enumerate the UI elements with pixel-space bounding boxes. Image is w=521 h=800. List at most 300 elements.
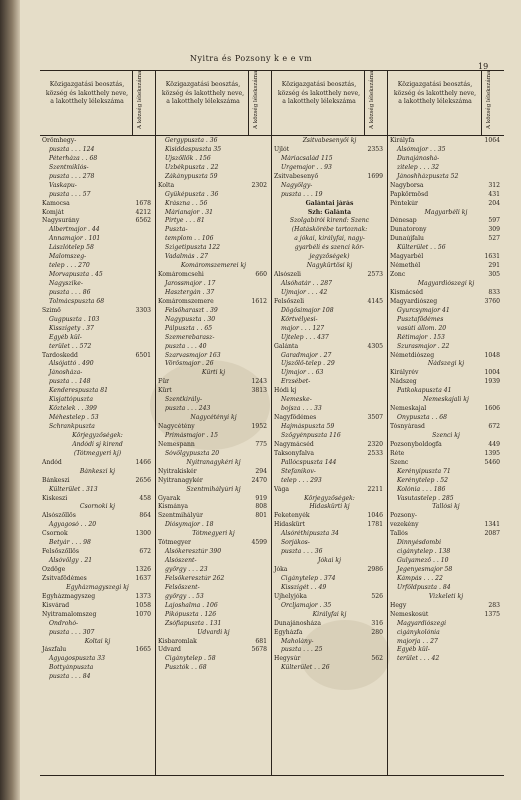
settlement-name: Kamocsa	[42, 199, 70, 207]
table-row	[40, 289, 155, 298]
table-row	[272, 164, 387, 173]
table-row	[40, 182, 155, 191]
settlement-name: Galánta	[274, 342, 299, 350]
settlement-name: Dögősimajor 108	[281, 306, 334, 314]
settlement-name: puszta . . . 84	[49, 673, 91, 681]
settlement-name: Jászfalu	[42, 646, 67, 654]
table-row	[272, 316, 387, 325]
settlement-name: a jókai, királyfai, nagy-	[294, 235, 365, 243]
table-row	[156, 164, 271, 173]
table-row	[156, 646, 271, 655]
table-row	[156, 459, 271, 468]
table-row	[388, 432, 504, 441]
table-row	[156, 602, 271, 611]
settlement-name: Felsőharaszt . 39	[165, 306, 218, 314]
settlement-name: Hegysúr	[274, 655, 301, 663]
table-row	[40, 486, 155, 495]
settlement-name: Dunaújfalu	[390, 235, 424, 243]
table-row	[272, 557, 387, 566]
settlement-name: Felsőszeli	[274, 297, 305, 305]
table-row	[272, 530, 387, 539]
settlement-name: Egyházfa	[274, 628, 303, 636]
settlement-name: Egyházmagyszegi kj	[66, 583, 129, 591]
table-row	[272, 611, 387, 620]
table-row	[156, 620, 271, 629]
table-row	[272, 646, 387, 655]
population-value: 4599	[251, 539, 267, 547]
table-row	[156, 217, 271, 226]
population-value: 562	[371, 655, 383, 663]
table-row	[272, 200, 387, 209]
settlement-name: Pozsony-	[390, 512, 417, 520]
settlement-name: Szigetipuszta 122	[165, 244, 221, 252]
settlement-name: Udvard	[158, 646, 181, 654]
table-column	[40, 71, 156, 775]
settlement-name: Krászna . . 56	[165, 199, 208, 207]
settlement-name: Jókai kj	[318, 557, 341, 565]
table-row	[272, 289, 387, 298]
settlement-name: Nemeskajal	[390, 405, 427, 413]
table-row	[156, 629, 271, 638]
settlement-name: Taksonyfalva	[274, 449, 314, 457]
settlement-name: Jánoshházpuszta 52	[397, 172, 459, 180]
table-row	[156, 432, 271, 441]
settlement-name: vezekény	[390, 521, 419, 529]
population-value: 291	[488, 262, 500, 270]
table-row	[40, 244, 155, 253]
settlement-name: Zsitvafödémes	[42, 574, 87, 582]
table-row	[40, 387, 155, 396]
population-header-label: A község lélekszáma	[253, 70, 259, 129]
population-value: 5678	[251, 646, 267, 654]
settlement-name: Réte	[390, 449, 405, 457]
table-row	[40, 503, 155, 512]
settlement-name: Nagypuszta . 30	[165, 315, 216, 323]
table-row	[156, 477, 271, 486]
settlement-name: Nemeske-	[281, 396, 312, 404]
table-row	[272, 602, 387, 611]
table-row	[388, 146, 504, 155]
table-row	[388, 226, 504, 235]
table-row	[156, 325, 271, 334]
settlement-name: Márianajor . 31	[165, 208, 213, 216]
population-header	[132, 71, 155, 135]
population-value: 672	[139, 548, 151, 556]
table-row	[40, 575, 155, 584]
population-value: 2320	[367, 440, 383, 448]
table-row	[40, 369, 155, 378]
settlement-name: Kolta	[158, 181, 175, 189]
settlement-name: Nagycétényi kj	[190, 414, 237, 422]
table-row	[40, 530, 155, 539]
table-row	[272, 352, 387, 361]
population-value: 312	[488, 181, 500, 189]
settlement-name: Nagymácséd	[274, 440, 314, 448]
population-value: 681	[255, 637, 267, 645]
table-row	[272, 360, 387, 369]
table-row	[156, 262, 271, 271]
settlement-name: Királyfa	[390, 137, 415, 144]
settlement-name: Vörösmajor . 26	[165, 360, 214, 368]
table-row	[40, 414, 155, 423]
table-row	[156, 655, 271, 664]
table-row	[272, 423, 387, 432]
column-rows	[272, 137, 387, 673]
table-row	[272, 191, 387, 200]
table-row	[40, 307, 155, 316]
settlement-name: Pallócspuszta 144	[281, 458, 337, 466]
settlement-name: Pusztafödémes	[397, 315, 444, 323]
table-row	[388, 343, 504, 352]
table-row	[40, 137, 155, 146]
table-row	[272, 405, 387, 414]
table-row	[388, 155, 504, 164]
settlement-name: Agyagospuszta 33	[49, 655, 106, 663]
population-value: 6501	[135, 351, 151, 359]
settlement-name: Ujlót	[274, 145, 290, 153]
table-row	[388, 638, 504, 647]
settlement-name: Hidaskürt	[274, 521, 305, 529]
settlement-name: Komját	[42, 208, 64, 216]
settlement-name: Morvapuszta . 45	[49, 271, 103, 279]
population-value: 5460	[484, 458, 500, 466]
settlement-name: Pusztók . . 68	[165, 664, 207, 672]
population-header	[364, 71, 387, 135]
settlement-name: Vága	[274, 485, 290, 493]
table-row	[272, 539, 387, 548]
settlement-name: Nagyszike-	[49, 280, 83, 287]
population-value: 1781	[367, 521, 383, 529]
population-value: 283	[488, 601, 500, 609]
table-row	[388, 566, 504, 575]
table-row	[156, 575, 271, 584]
settlement-name: Jóka	[274, 566, 288, 573]
table-row	[272, 244, 387, 253]
settlement-name: Köztelek . . 399	[49, 405, 97, 413]
table-row	[40, 253, 155, 262]
table-row	[388, 646, 504, 655]
table-row	[272, 396, 387, 405]
table-row	[272, 253, 387, 262]
table-row	[156, 146, 271, 155]
table-row	[156, 414, 271, 423]
settlement-name: Gulyamező . . 10	[397, 557, 449, 565]
settlement-name: Alsóréthipuszta 34	[281, 530, 339, 538]
settlement-name: Urföldpuszta . 84	[397, 583, 451, 591]
table-row	[40, 602, 155, 611]
table-row	[272, 334, 387, 343]
table-row	[156, 280, 271, 289]
settlement-name: puszta . . . 36	[281, 548, 323, 556]
population-value: 1341	[484, 521, 500, 529]
settlement-name: Tótmegyeri kj	[192, 530, 235, 538]
settlement-name: Nagykürtösi kj	[306, 262, 353, 270]
settlement-name: Udvardi kj	[197, 628, 230, 636]
settlement-name: Komáromszemerei kj	[180, 262, 247, 270]
settlement-name: Tótmegyer	[158, 539, 191, 547]
settlement-name: Magyardiószeg	[390, 297, 438, 305]
table-row	[156, 566, 271, 575]
table-row	[388, 137, 504, 146]
settlement-name: (Tótmegyeri kj)	[73, 449, 122, 457]
settlement-name: vasúti állom. 20	[397, 324, 447, 332]
population-value: 1678	[135, 199, 151, 207]
population-value: 431	[488, 190, 500, 198]
settlement-name: Bánkeszi kj	[79, 467, 116, 475]
population-value: 775	[255, 440, 267, 448]
settlement-name: Kisszigety . 37	[49, 324, 94, 332]
settlement-name: Onypuszta . . 68	[397, 414, 448, 422]
table-row	[40, 557, 155, 566]
table-row	[156, 343, 271, 352]
table-row	[272, 217, 387, 226]
table-row	[272, 414, 387, 423]
population-value: 1004	[484, 369, 500, 377]
table-row	[156, 396, 271, 405]
settlement-name: Hidaskürti kj	[309, 503, 350, 511]
settlement-name: Felsőszent-	[165, 583, 200, 591]
settlement-name: Csornoki kj	[79, 503, 116, 511]
settlement-name: Csornok	[42, 530, 68, 538]
settlement-name: Ujszőlő-telep . 29	[281, 360, 335, 368]
settlement-name: Agyagosó . . 20	[49, 521, 97, 529]
table-row	[388, 629, 504, 638]
table-row	[388, 620, 504, 629]
table-row	[40, 217, 155, 226]
settlement-name: Magyardiószegi kj	[417, 280, 475, 287]
settlement-name: Kismánya	[158, 503, 189, 511]
column-header	[40, 71, 155, 136]
table-row	[156, 450, 271, 459]
table-row	[272, 432, 387, 441]
table-row	[40, 495, 155, 504]
population-value: 1631	[484, 253, 500, 261]
settlement-name: Vizkeleti kj	[428, 592, 464, 600]
settlement-name: Lászlótelep 58	[49, 244, 94, 252]
table-row	[40, 423, 155, 432]
table-row	[156, 244, 271, 253]
settlement-name: Gugpuszta . 103	[49, 315, 100, 323]
table-row	[40, 298, 155, 307]
table-row	[40, 468, 155, 477]
table-row	[388, 209, 504, 218]
table-row	[40, 584, 155, 593]
table-row	[272, 378, 387, 387]
table-row	[388, 477, 504, 486]
table-row	[40, 441, 155, 450]
column-header	[272, 71, 387, 136]
table-row	[272, 173, 387, 182]
population-value: 1326	[135, 566, 151, 573]
settlement-name: Garadmajor . 27	[281, 351, 332, 359]
settlement-name: Vadalmás . 27	[165, 253, 209, 261]
settlement-name: Dunajánosháza	[274, 619, 322, 627]
population-value: 1300	[135, 530, 151, 538]
table-row	[272, 503, 387, 512]
settlement-name: Nyitrakiskér	[158, 467, 197, 475]
table-row	[388, 539, 504, 548]
column-header	[156, 71, 271, 136]
settlement-name: Kenderespuszta 81	[49, 387, 109, 395]
settlement-name: Szolgabírói kirend: Szenc	[289, 217, 370, 225]
settlement-name: Kámpás . . . 22	[397, 574, 443, 582]
column-header-label: Közigazgatási beosztás, község és lakotthely neve, a lakotthely lélekszáma	[161, 81, 245, 105]
settlement-name: Alsóvölgy . 21	[49, 557, 93, 565]
table-row	[272, 307, 387, 316]
settlement-name: Jegenyesmajor 58	[397, 566, 453, 573]
settlement-name: major . . . 127	[281, 324, 325, 332]
table-row	[272, 655, 387, 664]
table-row	[156, 182, 271, 191]
settlement-name: Pozsonyboldogfa	[390, 440, 442, 448]
settlement-name: Ujszőllők . 156	[165, 154, 211, 162]
settlement-name: Annamajor . 101	[49, 235, 101, 243]
settlement-name: Cigánytelep . 58	[165, 655, 216, 663]
running-header: Nyitra és Pozsony k e e vm	[190, 54, 313, 63]
settlement-name: Malomszeg-	[49, 253, 87, 261]
table-row	[388, 271, 504, 280]
table-row	[388, 217, 504, 226]
settlement-name: Zsófiapuszta . 131	[165, 619, 222, 627]
settlement-name: Nagyborsa	[390, 181, 424, 189]
population-value: 1373	[135, 592, 151, 600]
settlement-name: Kisvárad	[42, 601, 70, 609]
population-header-label: A község lélekszáma	[369, 70, 375, 129]
table-row	[156, 638, 271, 647]
table-row	[40, 629, 155, 638]
table-row	[272, 629, 387, 638]
population-value: 204	[488, 199, 500, 207]
settlement-name: Pikópuszta . 126	[165, 610, 217, 618]
table-row	[156, 253, 271, 262]
settlement-name: Alsókeresztúr 390	[165, 548, 222, 556]
table-row	[388, 396, 504, 405]
table-row	[40, 396, 155, 405]
table-row	[272, 548, 387, 557]
settlement-name: Stefanikov-	[281, 467, 316, 475]
settlement-name: puszta . . . 278	[49, 172, 95, 180]
population-value: 458	[139, 494, 151, 502]
population-value: 3760	[484, 297, 500, 305]
settlement-name: Nagycétény	[158, 423, 195, 430]
settlement-name: Gyarak	[158, 494, 181, 502]
settlement-name: Körtvélyesi-	[281, 315, 318, 323]
table-row	[156, 593, 271, 602]
population-value: 2470	[251, 476, 267, 484]
table-row	[388, 244, 504, 253]
table-row	[272, 271, 387, 280]
settlement-name: majorja . . 27	[397, 637, 438, 645]
population-value: 1395	[484, 449, 500, 457]
table-row	[156, 441, 271, 450]
table-row	[388, 191, 504, 200]
table-row	[156, 360, 271, 369]
settlement-name: Andódi sj kirend	[72, 440, 123, 448]
settlement-name: Szenci kj	[432, 431, 460, 439]
settlement-name: Kerénytelep . 52	[397, 476, 448, 484]
settlement-table	[40, 70, 504, 776]
settlement-name: Alsószent-	[165, 557, 197, 565]
table-row	[272, 638, 387, 647]
settlement-name: Hegy	[390, 601, 407, 609]
settlement-name: Nádszegi kj	[427, 360, 465, 368]
settlement-name: Dunatorony	[390, 226, 427, 234]
settlement-name: Magyarbél	[390, 253, 424, 261]
table-row	[388, 298, 504, 307]
table-row	[272, 521, 387, 530]
settlement-name: Szőgyénpuszta 116	[281, 431, 341, 439]
table-row	[388, 253, 504, 262]
settlement-name: terület . . . 42	[397, 655, 440, 663]
population-value: 1939	[484, 378, 500, 386]
table-row	[388, 423, 504, 432]
table-row	[40, 191, 155, 200]
table-row	[388, 503, 504, 512]
table-column	[156, 71, 272, 775]
settlement-name: Szentkirály-	[165, 396, 203, 404]
population-value: 316	[371, 619, 383, 627]
settlement-name: györgy . . . 23	[165, 566, 208, 573]
settlement-name: (Hatáskörébe tartoznak:	[291, 226, 368, 234]
table-row	[156, 226, 271, 235]
table-row	[272, 575, 387, 584]
table-row	[388, 164, 504, 173]
table-row	[156, 423, 271, 432]
table-row	[156, 405, 271, 414]
table-row	[388, 414, 504, 423]
table-row	[156, 521, 271, 530]
settlement-name: puszta . . 148	[49, 378, 91, 386]
table-row	[156, 209, 271, 218]
settlement-name: Szh: Galánta	[307, 208, 352, 216]
table-row	[272, 298, 387, 307]
settlement-name: Nagysurány	[42, 217, 80, 225]
population-value: 280	[371, 628, 383, 636]
table-row	[388, 441, 504, 450]
population-value: 1637	[135, 574, 151, 582]
population-value: 2211	[367, 485, 383, 493]
table-row	[272, 584, 387, 593]
table-row	[272, 226, 387, 235]
settlement-name: Tósnyárasd	[390, 423, 425, 430]
settlement-name: Sóvölgypuszta 20	[165, 449, 220, 457]
settlement-name: Külterület . . 26	[281, 664, 330, 672]
table-row	[388, 182, 504, 191]
settlement-name: Galántai járás	[305, 199, 354, 207]
table-row	[156, 298, 271, 307]
table-row	[40, 200, 155, 209]
table-row	[272, 369, 387, 378]
table-row	[272, 137, 387, 146]
table-row	[40, 378, 155, 387]
settlement-name: györgy . . 53	[165, 592, 204, 600]
population-value: 1466	[135, 458, 151, 466]
population-value: 1612	[251, 297, 267, 305]
settlement-name: telep . . . 270	[49, 262, 90, 270]
settlement-name: telep . . . 293	[281, 476, 322, 484]
settlement-name: Magyarbéli kj	[424, 208, 468, 216]
column-header-label: Közigazgatási beosztás, község és lakotthely neve, a lakotthely lélekszáma	[393, 81, 477, 105]
settlement-name: Ondrohó-	[49, 619, 79, 627]
settlement-name: Egyéb kül-	[49, 333, 82, 341]
table-row	[388, 200, 504, 209]
settlement-name: Némethél	[390, 262, 421, 270]
settlement-name: Dinnyésdombi	[397, 539, 442, 547]
settlement-name: Külterület . . 56	[397, 244, 446, 252]
population-value: 2986	[367, 566, 383, 573]
settlement-name: Tardoskedd	[42, 351, 78, 359]
settlement-name: terület . . 572	[49, 342, 92, 350]
